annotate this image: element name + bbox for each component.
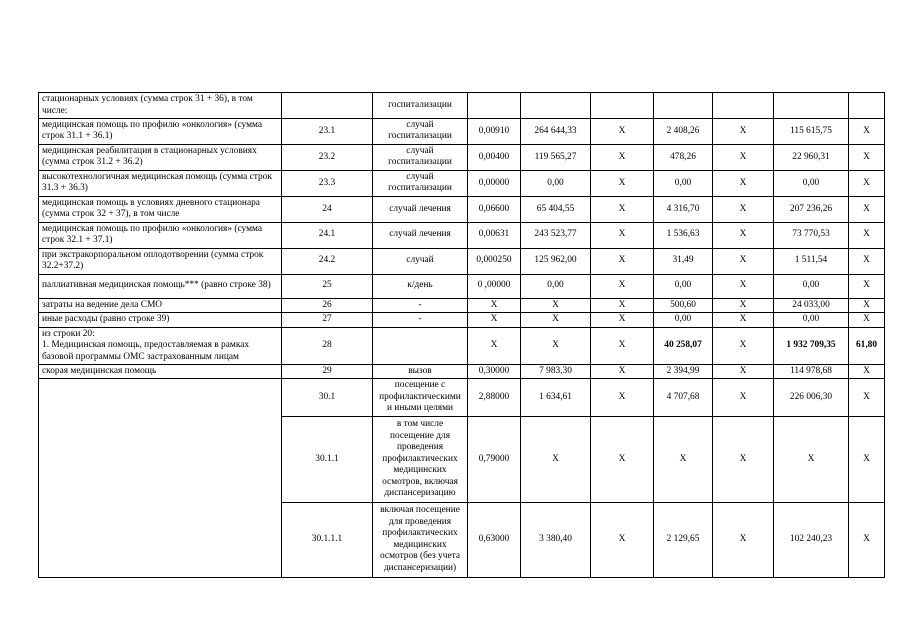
cell-v4: 4 316,70 <box>654 196 713 222</box>
cell-unit: случай лечения <box>373 196 468 222</box>
cell-v3: X <box>591 379 654 416</box>
cell-v5: X <box>713 327 774 364</box>
cell-v2: 243 523,77 <box>521 222 591 248</box>
cell-v6 <box>774 93 849 119</box>
cell-v1: 0,30000 <box>468 364 521 378</box>
cell-v1: X <box>468 313 521 327</box>
cell-v7: X <box>849 248 885 274</box>
cell-v6: 114 978,68 <box>774 364 849 378</box>
cell-v2: 119 565,27 <box>521 144 591 170</box>
cell-v5: X <box>713 119 774 145</box>
cell-num: 25 <box>282 274 373 298</box>
cell-v5: X <box>713 298 774 312</box>
cell-v5: X <box>713 379 774 416</box>
cell-v4: 1 536,63 <box>654 222 713 248</box>
cell-unit: случай госпитализации <box>373 170 468 196</box>
row-name: медицинская реабилитация в стационарных условиях (сумма строк 31.2 + 36.2) <box>39 144 282 170</box>
cell-v2: 125 962,00 <box>521 248 591 274</box>
cell-v5: X <box>713 196 774 222</box>
table-row <box>39 196 885 222</box>
cell-v5: X <box>713 144 774 170</box>
cell-v3: X <box>591 502 654 577</box>
cell-num: 30.1.1 <box>282 416 373 502</box>
cell-v1: X <box>468 298 521 312</box>
cell-v4: 4 707,68 <box>654 379 713 416</box>
table-body <box>39 93 885 578</box>
cell-v4: 0,00 <box>654 170 713 196</box>
cell-num: 24 <box>282 196 373 222</box>
cell-v6: 0,00 <box>774 313 849 327</box>
cell-v7: X <box>849 502 885 577</box>
cell-v5: X <box>713 502 774 577</box>
cell-unit: случай госпитализации <box>373 144 468 170</box>
cell-v1: 0 ,00000 <box>468 274 521 298</box>
cell-v7: X <box>849 364 885 378</box>
cell-v4: 2 394,99 <box>654 364 713 378</box>
cell-v1: 0,06600 <box>468 196 521 222</box>
cell-v7 <box>849 93 885 119</box>
cell-v2: X <box>521 313 591 327</box>
cell-num: 27 <box>282 313 373 327</box>
cell-v3: X <box>591 274 654 298</box>
cell-v7: X <box>849 222 885 248</box>
cell-v1: 0,79000 <box>468 416 521 502</box>
cell-unit: - <box>373 313 468 327</box>
row-name-empty <box>39 379 282 577</box>
cell-v1: 0,000250 <box>468 248 521 274</box>
cell-v6: X <box>774 416 849 502</box>
cell-v7: X <box>849 298 885 312</box>
cell-v4: 31,49 <box>654 248 713 274</box>
cell-v7: X <box>849 313 885 327</box>
cell-v3 <box>591 93 654 119</box>
cell-unit: вызов <box>373 364 468 378</box>
row-name: скорая медицинская помощь <box>39 364 282 378</box>
cell-v5 <box>713 93 774 119</box>
row-name: затраты на ведение дела СМО <box>39 298 282 312</box>
cell-v7: X <box>849 416 885 502</box>
cell-v2: 7 983,30 <box>521 364 591 378</box>
table-row <box>39 93 885 119</box>
cell-v6: 1 932 709,35 <box>774 327 849 364</box>
table-row <box>39 364 885 378</box>
cell-v2: X <box>521 327 591 364</box>
cell-v4: 2 129,65 <box>654 502 713 577</box>
cell-v7: 61,80 <box>849 327 885 364</box>
table-row <box>39 170 885 196</box>
cell-num: 23.2 <box>282 144 373 170</box>
table-row <box>39 274 885 298</box>
cell-v2: 1 634,61 <box>521 379 591 416</box>
cell-v7: X <box>849 274 885 298</box>
cell-v2: 3 380,40 <box>521 502 591 577</box>
row-name: иные расходы (равно строке 39) <box>39 313 282 327</box>
cell-unit: в том числе посещение для проведения профилактических медицинских осмотров, включая диспансеризацию <box>373 416 468 502</box>
cell-num: 30.1.1.1 <box>282 502 373 577</box>
cell-num: 24.1 <box>282 222 373 248</box>
cell-v6: 102 240,23 <box>774 502 849 577</box>
cell-v4: 478,26 <box>654 144 713 170</box>
table-row <box>39 222 885 248</box>
row-name: медицинская помощь по профилю «онкология» (сумма строк 32.1 + 37.1) <box>39 222 282 248</box>
cell-v5: X <box>713 416 774 502</box>
table-row <box>39 313 885 327</box>
cell-v1: 2,88000 <box>468 379 521 416</box>
cell-unit: случай госпитализации <box>373 119 468 145</box>
cell-v6: 226 006,30 <box>774 379 849 416</box>
table-row <box>39 119 885 145</box>
cost-table <box>38 92 885 578</box>
cell-v6: 22 960,31 <box>774 144 849 170</box>
cell-v3: X <box>591 248 654 274</box>
cell-v1: 0,00631 <box>468 222 521 248</box>
cell-num: 30.1 <box>282 379 373 416</box>
cell-v3: X <box>591 327 654 364</box>
cell-unit <box>373 327 468 364</box>
row-name: при экстракорпоральном оплодотворении (сумма строк 32.2+37.2) <box>39 248 282 274</box>
cell-v7: X <box>849 119 885 145</box>
cell-v2: X <box>521 416 591 502</box>
cell-v7: X <box>849 379 885 416</box>
cell-num: 28 <box>282 327 373 364</box>
cell-num: 23.3 <box>282 170 373 196</box>
table-row <box>39 379 885 416</box>
cell-v2 <box>521 93 591 119</box>
cell-v7: X <box>849 196 885 222</box>
cell-v3: X <box>591 364 654 378</box>
cell-v1: 0,63000 <box>468 502 521 577</box>
cell-v5: X <box>713 170 774 196</box>
cell-v2: X <box>521 298 591 312</box>
cell-v7: X <box>849 144 885 170</box>
cell-v4 <box>654 93 713 119</box>
table-row <box>39 144 885 170</box>
cell-v7: X <box>849 170 885 196</box>
cell-unit: случай лечения <box>373 222 468 248</box>
cell-num: 24.2 <box>282 248 373 274</box>
cell-num: 23.1 <box>282 119 373 145</box>
cell-v6: 1 511,54 <box>774 248 849 274</box>
table-row <box>39 327 885 364</box>
cell-num <box>282 93 373 119</box>
cell-v5: X <box>713 222 774 248</box>
cell-unit: включая посещение для проведения профилактических медицинских осмотров (без учета диспансеризации) <box>373 502 468 577</box>
cell-unit: посещение с профилактическими и иными целями <box>373 379 468 416</box>
cell-v6: 0,00 <box>774 274 849 298</box>
table-row <box>39 298 885 312</box>
cell-v3: X <box>591 313 654 327</box>
cell-unit: - <box>373 298 468 312</box>
row-name: из строки 20: 1. Медицинская помощь, предоставляемая в рамках базовой программы ОМС застрахованным лицам <box>39 327 282 364</box>
cell-v3: X <box>591 298 654 312</box>
cell-unit: к/день <box>373 274 468 298</box>
cell-v6: 0,00 <box>774 170 849 196</box>
cell-v4: 0,00 <box>654 313 713 327</box>
cell-v5: X <box>713 248 774 274</box>
cell-v3: X <box>591 119 654 145</box>
row-name: высокотехнологичная медицинская помощь (сумма строк 31.3 + 36.3) <box>39 170 282 196</box>
cell-num: 26 <box>282 298 373 312</box>
cell-v3: X <box>591 144 654 170</box>
cell-v6: 73 770,53 <box>774 222 849 248</box>
cell-v6: 115 615,75 <box>774 119 849 145</box>
row-name: медицинская помощь по профилю «онкология» (сумма строк 31.1 + 36.1) <box>39 119 282 145</box>
table-row <box>39 248 885 274</box>
cell-v2: 0,00 <box>521 170 591 196</box>
cell-v5: X <box>713 364 774 378</box>
cell-v5: X <box>713 313 774 327</box>
row-name: паллиативная медицинская помощь*** (равно строке 38) <box>39 274 282 298</box>
cell-v1: 0,00400 <box>468 144 521 170</box>
cell-v1: 0,00910 <box>468 119 521 145</box>
cell-v1: X <box>468 327 521 364</box>
cell-v3: X <box>591 170 654 196</box>
cell-v4: 500,60 <box>654 298 713 312</box>
cell-v4: 40 258,07 <box>654 327 713 364</box>
cell-v3: X <box>591 222 654 248</box>
cell-v6: 207 236,26 <box>774 196 849 222</box>
cell-v2: 0,00 <box>521 274 591 298</box>
cell-v6: 24 033,00 <box>774 298 849 312</box>
cell-v4: X <box>654 416 713 502</box>
cell-num: 29 <box>282 364 373 378</box>
cell-v5: X <box>713 274 774 298</box>
cell-v2: 65 404,55 <box>521 196 591 222</box>
cell-v3: X <box>591 196 654 222</box>
cell-v2: 264 644,33 <box>521 119 591 145</box>
cell-v1: 0,00000 <box>468 170 521 196</box>
cell-unit: случай <box>373 248 468 274</box>
cell-v4: 0,00 <box>654 274 713 298</box>
cell-v4: 2 408,26 <box>654 119 713 145</box>
cell-v1 <box>468 93 521 119</box>
row-name: стационарных условиях (сумма строк 31 + 36), в том числе: <box>39 93 282 119</box>
row-name: медицинская помощь в условиях дневного стационара (сумма строк 32 + 37), в том числе <box>39 196 282 222</box>
cell-v3: X <box>591 416 654 502</box>
cell-unit: госпитализации <box>373 93 468 119</box>
